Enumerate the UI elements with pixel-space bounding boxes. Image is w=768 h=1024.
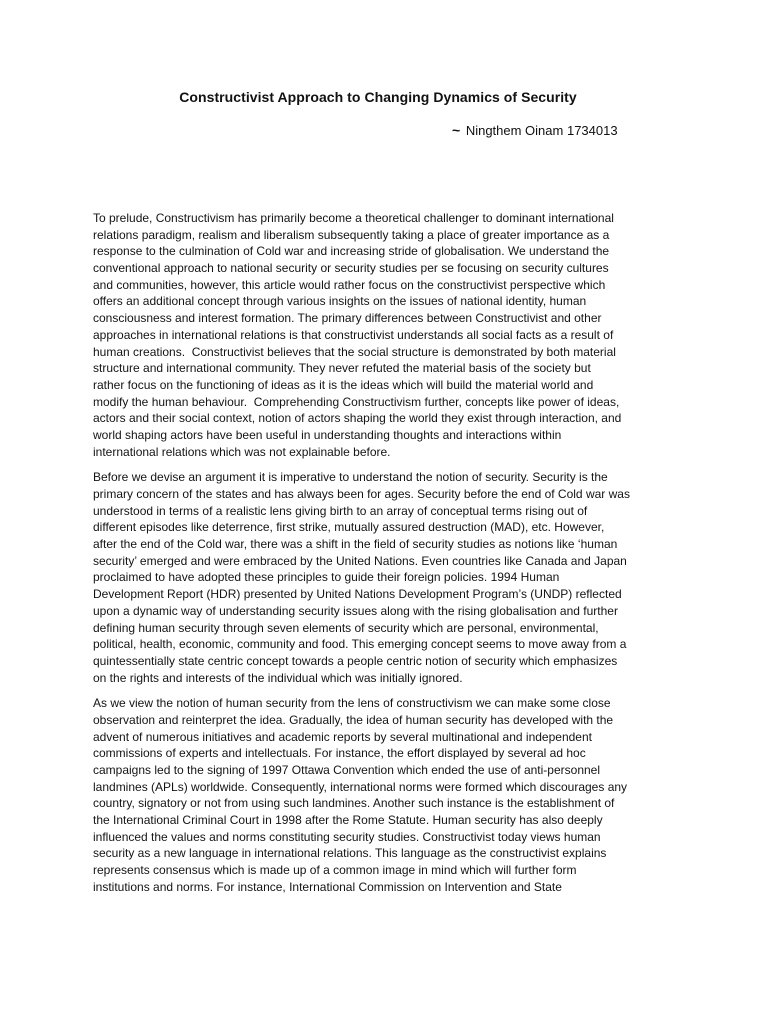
author-name: Ningthem Oinam 1734013 — [465, 123, 618, 138]
paragraph-line: security’ emerged and were embraced by the United Nations. Even countries like Canada and Japan — [93, 553, 627, 568]
paragraph-line: campaigns led to the signing of 1997 Ottawa Convention which ended the use of anti-personnel — [93, 763, 600, 777]
paragraph-line: influenced the values and norms constituting security studies. Constructivist today views human — [93, 829, 601, 844]
page-title: Constructivist Approach to Changing Dynamics of Security — [179, 89, 577, 105]
paragraph-line: different episodes like deterrence, first strike, mutually assured destruction (MAD), etc. However, — [93, 520, 605, 535]
paragraph-line: quintessentially state centric concept towards a people centric notion of security which emphasizes — [93, 653, 618, 668]
paragraph-line: and communities, however, this article would rather focus on the constructivist perspective which — [93, 277, 606, 292]
paragraph-line: rather focus on the functioning of ideas as it is the ideas which will build the material world and — [93, 377, 594, 392]
body-text — [93, 210, 676, 905]
paragraph-line: structure and international community. They never refuted the material basis of the society but — [93, 361, 591, 376]
paragraph-line: response to the culmination of Cold war and increasing stride of globalisation. We understand the — [93, 244, 610, 259]
paragraph-line: security as a new language in international relations. This language as the constructivist explains — [93, 846, 607, 861]
paragraph-line: defining human security through seven elements of security which are personal, environmental, — [93, 620, 599, 635]
paragraph-line: world shaping actors have been useful in understanding thoughts and interactions within — [93, 427, 562, 442]
paragraph-line: upon a dynamic way of understanding security issues along with the rising globalisation and further — [93, 603, 618, 618]
paragraph-line: consciousness and interest formation. The primary differences between Constructivist and other — [93, 311, 602, 326]
paragraph-line: actors and their social context, notion of actors shaping the world they exist through interaction, and — [93, 411, 622, 426]
paragraph-line: relations paradigm, realism and liberalism subsequently taking a place of greater importance as a — [93, 227, 610, 242]
paragraph-line: modify the human behaviour. Comprehending Constructivism further, concepts like power of ideas, — [93, 394, 620, 409]
paragraph — [93, 469, 676, 686]
paragraph-line: institutions and norms. For instance, International Commission on Intervention and State — [93, 879, 562, 894]
paragraph-line: commissions of experts and intellectuals. For instance, the effort displayed by several ad hoc — [93, 746, 586, 761]
paragraph — [93, 695, 676, 895]
paragraph-line: political, health, economic, community and food. This emerging concept seems to move away from a — [93, 637, 627, 652]
author-line — [452, 122, 618, 138]
paragraph-line: approaches in international relations is that constructivist understands all social facts as a result of — [93, 327, 614, 342]
author-tilde: ~ — [452, 122, 461, 138]
paragraph-line: on the rights and interests of the individual which was initially ignored. — [93, 670, 463, 685]
paragraph-line: landmines (APLs) worldwide. Consequently, international norms were formed which discourages any — [93, 779, 628, 794]
paragraph-line: represents consensus which is made up of a common image in mind which will further form — [93, 863, 577, 878]
paragraph-line: To prelude, Constructivism has primarily become a theoretical challenger to dominant international — [93, 211, 614, 225]
paragraph-line: international relations which was not explainable before. — [93, 444, 391, 459]
paragraph-line: primary concern of the states and has always been for ages. Security before the end of Cold war was — [93, 487, 630, 501]
paragraph-line: advent of numerous initiatives and academic reports by several multinational and independent — [93, 729, 592, 744]
paragraph-line: proclaimed to have adopted these principles to guide their foreign policies. 1994 Human — [93, 570, 560, 585]
paragraph-line: understood in terms of a realistic lens giving birth to an array of conceptual terms rising out of — [93, 503, 588, 518]
paragraph-line: As we view the notion of human security from the lens of constructivism we can make some close — [93, 696, 611, 711]
paragraph-line: after the end of the Cold war, there was a shift in the field of security studies as notions like ‘human — [93, 537, 618, 552]
paragraph-line: the International Criminal Court in 1998 after the Rome Statute. Human security has also deeply — [93, 813, 603, 828]
paragraph-line: human creations. Constructivist believes that the social structure is demonstrated by both material — [93, 344, 616, 359]
paragraph-line: country, signatory or not from using such landmines. Another such instance is the establishment of — [93, 796, 615, 811]
paragraph-line: offers an additional concept through various insights on the issues of national identity, human — [93, 294, 587, 309]
paragraph-line: Before we devise an argument it is imperative to understand the notion of security. Security is the — [93, 470, 608, 485]
paragraph-line: conventional approach to national security or security studies per se focusing on security cultures — [93, 261, 609, 276]
paragraph-line: observation and reinterpret the idea. Gradually, the idea of human security has developed with the — [93, 712, 614, 727]
paragraph — [93, 210, 676, 460]
paragraph-line: Development Report (HDR) presented by United Nations Development Program’s (UNDP) reflected — [93, 587, 622, 602]
